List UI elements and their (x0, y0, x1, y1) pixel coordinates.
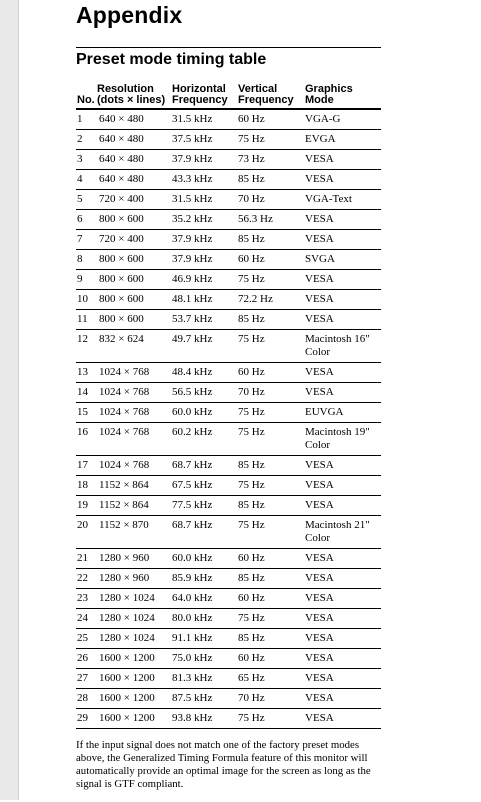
cell-resolution: 1152 × 864 (97, 476, 172, 496)
cell-vertical-frequency: 85 Hz (238, 456, 305, 476)
cell-vertical-frequency: 60 Hz (238, 363, 305, 383)
table-row (76, 130, 381, 150)
table-row (76, 569, 381, 589)
cell-vertical-frequency: 56.3 Hz (238, 210, 305, 230)
cell-resolution: 800 × 600 (97, 210, 172, 230)
cell-no: 2 (76, 130, 97, 150)
cell-resolution: 1024 × 768 (97, 403, 172, 423)
cell-no: 13 (76, 363, 97, 383)
table-row (76, 423, 381, 456)
table-row (76, 270, 381, 290)
cell-no: 19 (76, 496, 97, 516)
cell-vertical-frequency: 60 Hz (238, 649, 305, 669)
cell-vertical-frequency: 75 Hz (238, 330, 305, 363)
cell-resolution: 640 × 480 (97, 130, 172, 150)
cell-no: 16 (76, 423, 97, 456)
cell-graphics-mode: VESA (305, 150, 381, 170)
table-row (76, 190, 381, 210)
cell-horizontal-frequency: 64.0 kHz (172, 589, 238, 609)
cell-no: 29 (76, 709, 97, 729)
header-no: No. (76, 84, 97, 109)
cell-vertical-frequency: 70 Hz (238, 383, 305, 403)
table-row (76, 496, 381, 516)
cell-no: 24 (76, 609, 97, 629)
cell-resolution: 640 × 480 (97, 170, 172, 190)
cell-no: 9 (76, 270, 97, 290)
cell-horizontal-frequency: 37.9 kHz (172, 230, 238, 250)
cell-horizontal-frequency: 37.9 kHz (172, 250, 238, 270)
cell-graphics-mode: Macintosh 16" Color (305, 330, 381, 363)
cell-horizontal-frequency: 91.1 kHz (172, 629, 238, 649)
table-row (76, 170, 381, 190)
cell-resolution: 1600 × 1200 (97, 649, 172, 669)
cell-graphics-mode: VESA (305, 689, 381, 709)
table-row (76, 230, 381, 250)
cell-vertical-frequency: 70 Hz (238, 689, 305, 709)
cell-resolution: 832 × 624 (97, 330, 172, 363)
cell-no: 1 (76, 109, 97, 130)
header-resolution: Resolution (dots × lines) (97, 84, 172, 109)
cell-horizontal-frequency: 49.7 kHz (172, 330, 238, 363)
cell-vertical-frequency: 75 Hz (238, 609, 305, 629)
cell-graphics-mode: VESA (305, 290, 381, 310)
cell-graphics-mode: Macintosh 21" Color (305, 516, 381, 549)
cell-graphics-mode: VESA (305, 383, 381, 403)
cell-resolution: 800 × 600 (97, 290, 172, 310)
cell-vertical-frequency: 85 Hz (238, 310, 305, 330)
cell-graphics-mode: EUVGA (305, 403, 381, 423)
cell-no: 4 (76, 170, 97, 190)
cell-graphics-mode: VESA (305, 310, 381, 330)
cell-horizontal-frequency: 60.0 kHz (172, 549, 238, 569)
table-row (76, 250, 381, 270)
table-row (76, 649, 381, 669)
header-graphics-mode: Graphics Mode (305, 84, 381, 109)
cell-resolution: 1152 × 870 (97, 516, 172, 549)
cell-vertical-frequency: 60 Hz (238, 250, 305, 270)
table-header (76, 84, 381, 109)
cell-graphics-mode: VESA (305, 549, 381, 569)
cell-no: 20 (76, 516, 97, 549)
cell-vertical-frequency: 73 Hz (238, 150, 305, 170)
section-divider (76, 47, 381, 48)
cell-no: 17 (76, 456, 97, 476)
table-body (76, 109, 381, 729)
cell-graphics-mode: VESA (305, 609, 381, 629)
cell-no: 7 (76, 230, 97, 250)
cell-graphics-mode: Macintosh 19" Color (305, 423, 381, 456)
cell-no: 23 (76, 589, 97, 609)
cell-vertical-frequency: 60 Hz (238, 589, 305, 609)
cell-resolution: 800 × 600 (97, 270, 172, 290)
cell-no: 11 (76, 310, 97, 330)
cell-resolution: 1600 × 1200 (97, 689, 172, 709)
cell-vertical-frequency: 75 Hz (238, 709, 305, 729)
cell-no: 21 (76, 549, 97, 569)
cell-horizontal-frequency: 81.3 kHz (172, 669, 238, 689)
cell-vertical-frequency: 65 Hz (238, 669, 305, 689)
cell-horizontal-frequency: 68.7 kHz (172, 456, 238, 476)
cell-graphics-mode: VESA (305, 170, 381, 190)
cell-graphics-mode: VESA (305, 363, 381, 383)
cell-no: 26 (76, 649, 97, 669)
cell-graphics-mode: VESA (305, 476, 381, 496)
cell-vertical-frequency: 75 Hz (238, 270, 305, 290)
cell-vertical-frequency: 75 Hz (238, 423, 305, 456)
cell-no: 3 (76, 150, 97, 170)
cell-horizontal-frequency: 56.5 kHz (172, 383, 238, 403)
header-horizontal-frequency: Horizontal Frequency (172, 84, 238, 109)
cell-resolution: 1152 × 864 (97, 496, 172, 516)
cell-graphics-mode: VESA (305, 496, 381, 516)
table-row (76, 629, 381, 649)
cell-resolution: 1280 × 1024 (97, 629, 172, 649)
cell-vertical-frequency: 70 Hz (238, 190, 305, 210)
cell-resolution: 720 × 400 (97, 190, 172, 210)
preset-mode-timing-table (76, 84, 381, 729)
cell-graphics-mode: VESA (305, 669, 381, 689)
cell-resolution: 800 × 600 (97, 250, 172, 270)
cell-graphics-mode: VESA (305, 456, 381, 476)
cell-resolution: 640 × 480 (97, 109, 172, 130)
table-row (76, 290, 381, 310)
table-row (76, 383, 381, 403)
table-row (76, 549, 381, 569)
cell-horizontal-frequency: 85.9 kHz (172, 569, 238, 589)
table-row (76, 109, 381, 130)
page-title: Appendix (76, 2, 183, 28)
cell-graphics-mode: VESA (305, 210, 381, 230)
table-row (76, 330, 381, 363)
table-row (76, 669, 381, 689)
cell-resolution: 800 × 600 (97, 310, 172, 330)
cell-horizontal-frequency: 80.0 kHz (172, 609, 238, 629)
cell-horizontal-frequency: 46.9 kHz (172, 270, 238, 290)
cell-vertical-frequency: 85 Hz (238, 496, 305, 516)
cell-graphics-mode: VESA (305, 629, 381, 649)
cell-resolution: 1280 × 960 (97, 549, 172, 569)
cell-horizontal-frequency: 77.5 kHz (172, 496, 238, 516)
cell-vertical-frequency: 85 Hz (238, 629, 305, 649)
table-row (76, 609, 381, 629)
cell-graphics-mode: VESA (305, 569, 381, 589)
cell-horizontal-frequency: 60.0 kHz (172, 403, 238, 423)
table-row (76, 589, 381, 609)
cell-resolution: 720 × 400 (97, 230, 172, 250)
cell-vertical-frequency: 85 Hz (238, 569, 305, 589)
table-row (76, 689, 381, 709)
cell-horizontal-frequency: 67.5 kHz (172, 476, 238, 496)
section-title: Preset mode timing table (76, 51, 267, 68)
cell-horizontal-frequency: 48.1 kHz (172, 290, 238, 310)
cell-horizontal-frequency: 87.5 kHz (172, 689, 238, 709)
cell-no: 15 (76, 403, 97, 423)
cell-resolution: 1600 × 1200 (97, 709, 172, 729)
cell-horizontal-frequency: 31.5 kHz (172, 109, 238, 130)
cell-horizontal-frequency: 37.5 kHz (172, 130, 238, 150)
cell-resolution: 1600 × 1200 (97, 669, 172, 689)
cell-horizontal-frequency: 93.8 kHz (172, 709, 238, 729)
cell-no: 12 (76, 330, 97, 363)
cell-horizontal-frequency: 43.3 kHz (172, 170, 238, 190)
cell-no: 14 (76, 383, 97, 403)
cell-graphics-mode: VGA-G (305, 109, 381, 130)
table-row (76, 403, 381, 423)
table-row (76, 516, 381, 549)
cell-horizontal-frequency: 68.7 kHz (172, 516, 238, 549)
cell-vertical-frequency: 75 Hz (238, 130, 305, 150)
page-edge-strip (0, 0, 19, 800)
header-vertical-frequency: Vertical Frequency (238, 84, 305, 109)
cell-vertical-frequency: 75 Hz (238, 476, 305, 496)
cell-no: 10 (76, 290, 97, 310)
cell-no: 8 (76, 250, 97, 270)
cell-vertical-frequency: 60 Hz (238, 109, 305, 130)
cell-resolution: 1024 × 768 (97, 456, 172, 476)
cell-graphics-mode: VESA (305, 270, 381, 290)
cell-horizontal-frequency: 53.7 kHz (172, 310, 238, 330)
cell-no: 6 (76, 210, 97, 230)
cell-graphics-mode: SVGA (305, 250, 381, 270)
cell-no: 25 (76, 629, 97, 649)
cell-graphics-mode: VESA (305, 709, 381, 729)
cell-vertical-frequency: 85 Hz (238, 170, 305, 190)
cell-graphics-mode: VESA (305, 230, 381, 250)
cell-graphics-mode: EVGA (305, 130, 381, 150)
cell-horizontal-frequency: 31.5 kHz (172, 190, 238, 210)
table-row (76, 709, 381, 729)
cell-vertical-frequency: 75 Hz (238, 516, 305, 549)
cell-resolution: 1280 × 1024 (97, 609, 172, 629)
cell-graphics-mode: VESA (305, 589, 381, 609)
cell-no: 22 (76, 569, 97, 589)
cell-horizontal-frequency: 60.2 kHz (172, 423, 238, 456)
cell-resolution: 1280 × 1024 (97, 589, 172, 609)
cell-vertical-frequency: 60 Hz (238, 549, 305, 569)
cell-resolution: 1024 × 768 (97, 383, 172, 403)
cell-no: 18 (76, 476, 97, 496)
cell-horizontal-frequency: 75.0 kHz (172, 649, 238, 669)
cell-horizontal-frequency: 48.4 kHz (172, 363, 238, 383)
table-row (76, 150, 381, 170)
cell-resolution: 1280 × 960 (97, 569, 172, 589)
table-row (76, 363, 381, 383)
cell-graphics-mode: VGA-Text (305, 190, 381, 210)
cell-resolution: 1024 × 768 (97, 423, 172, 456)
footnote: If the input signal does not match one of the factory preset modes above, the Generalized Timing Formula feature of this monitor will automatically provide an optimal image for the screen as long as the signal is GTF compliant. (76, 739, 371, 790)
document-content (76, 0, 381, 802)
cell-vertical-frequency: 72.2 Hz (238, 290, 305, 310)
cell-vertical-frequency: 85 Hz (238, 230, 305, 250)
table-row (76, 456, 381, 476)
cell-vertical-frequency: 75 Hz (238, 403, 305, 423)
table-row (76, 476, 381, 496)
table-row (76, 210, 381, 230)
table-row (76, 310, 381, 330)
cell-horizontal-frequency: 35.2 kHz (172, 210, 238, 230)
cell-horizontal-frequency: 37.9 kHz (172, 150, 238, 170)
cell-resolution: 1024 × 768 (97, 363, 172, 383)
cell-no: 27 (76, 669, 97, 689)
cell-no: 5 (76, 190, 97, 210)
cell-no: 28 (76, 689, 97, 709)
cell-resolution: 640 × 480 (97, 150, 172, 170)
cell-graphics-mode: VESA (305, 649, 381, 669)
